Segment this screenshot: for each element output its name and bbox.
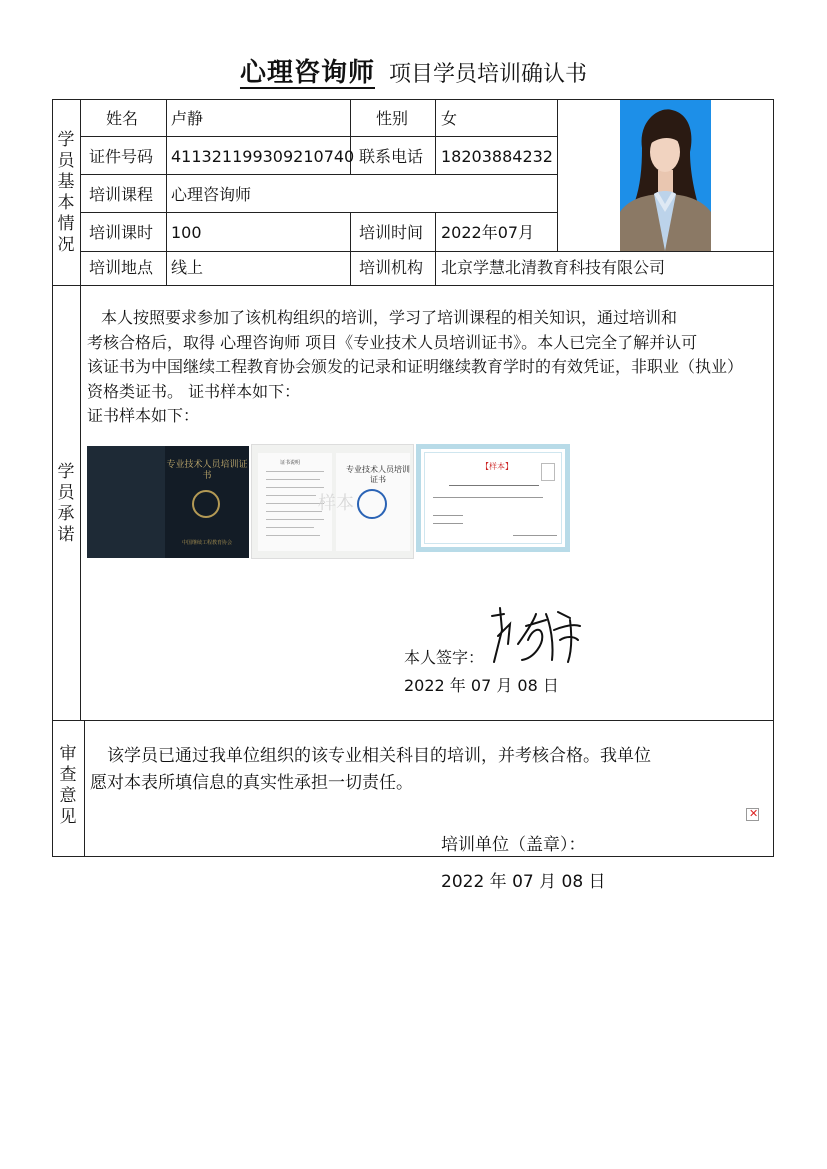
col-divider (435, 212, 436, 286)
document-title (0, 52, 827, 89)
review-text (90, 743, 651, 797)
title-suffix: 项目学员培训确认书 (389, 62, 588, 87)
time-label: 培训时间 (359, 223, 424, 242)
inner-head: 证书说明 (280, 460, 301, 466)
certificate-inner-pages-image (251, 444, 414, 559)
col-divider (435, 99, 436, 175)
signature-image (488, 600, 588, 666)
phone-value: 18203884232 (441, 147, 553, 166)
hours-label: 培训课时 (89, 223, 154, 242)
inner-title: 专业技术人员培训证书 (346, 465, 410, 484)
emblem-icon (192, 490, 220, 518)
promise-line: 本人按照要求参加了该机构组织的培训，学习了培训课程的相关知识，通过培训和 (101, 308, 678, 327)
review-date: 2022 年 07 月 08 日 (441, 872, 606, 892)
student-photo (620, 100, 711, 251)
course-value: 心理咨询师 (171, 185, 252, 204)
promise-line: 该证书为中国继续工程教育协会颁发的记录和证明继续教育学时的有效凭证，非职业（执业） (87, 357, 744, 376)
section-label-promise: 学 员 承 诺 (57, 462, 75, 545)
section-divider (52, 285, 774, 286)
label-column-divider (80, 99, 81, 721)
section-label-basic: 学 员 基 本 情 况 (57, 130, 75, 255)
col-divider (350, 212, 351, 286)
section-divider (52, 720, 774, 721)
row-divider (80, 174, 558, 175)
table-border-left (52, 99, 53, 857)
sample-tag: 【样本】 (481, 462, 513, 471)
hours-value: 100 (171, 223, 202, 242)
row-divider (80, 136, 558, 137)
certificate-sample-images (87, 444, 570, 559)
col-divider (166, 99, 167, 286)
place-value: 线上 (171, 258, 204, 277)
id-value: 411321199309210740 (171, 147, 355, 166)
promise-line: 证书样本如下： (87, 406, 200, 425)
photo-placeholder-icon (541, 463, 555, 481)
row-divider (80, 251, 774, 252)
table-border-bottom (52, 856, 774, 857)
time-value: 2022年07月 (441, 223, 535, 242)
col-divider (557, 99, 558, 252)
row-divider (80, 212, 558, 213)
promise-date: 2022 年 07 月 08 日 (404, 676, 559, 695)
table-border-right (773, 99, 774, 857)
gender-value: 女 (441, 109, 458, 128)
place-label: 培训地点 (89, 258, 154, 277)
signature-label: 本人签字： (404, 648, 485, 667)
section-label-review: 审 查 意 见 (59, 744, 77, 827)
phone-label: 联系电话 (359, 147, 424, 166)
cover-title: 专业技术人员培训证书 (166, 460, 248, 481)
certificate-sample-page-image (416, 444, 570, 552)
portrait-icon (620, 100, 711, 251)
broken-image-icon: ✕ (746, 808, 759, 821)
promise-text (87, 306, 743, 429)
training-unit-stamp-label: 培训单位（盖章）： (441, 835, 586, 855)
certificate-cover-image (87, 446, 249, 558)
org-value: 北京学慧北清教育科技有限公司 (441, 258, 666, 277)
promise-line: 考核合格后，取得 心理咨询师 项目《专业技术人员培训证书》。本人已完全了解并认可 (87, 332, 698, 352)
review-line: 愿对本表所填信息的真实性承担一切责任。 (90, 773, 413, 793)
course-label: 培训课程 (89, 185, 154, 204)
cover-bottom-text: 中国继续工程教育协会 (181, 540, 232, 546)
label-column-divider (84, 720, 85, 857)
watermark-text: 样本 (318, 493, 354, 514)
seal-icon (357, 489, 387, 519)
id-label: 证件号码 (89, 147, 154, 166)
promise-line: 资格类证书。 证书样本如下： (87, 381, 301, 401)
name-label: 姓名 (106, 109, 139, 128)
title-course: 心理咨询师 (239, 58, 375, 88)
name-value: 卢静 (171, 109, 204, 128)
org-label: 培训机构 (359, 258, 424, 277)
review-line: 该学员已通过我单位组织的该专业相关科目的培训，并考核合格。我单位 (107, 746, 651, 766)
gender-label: 性别 (376, 109, 409, 128)
